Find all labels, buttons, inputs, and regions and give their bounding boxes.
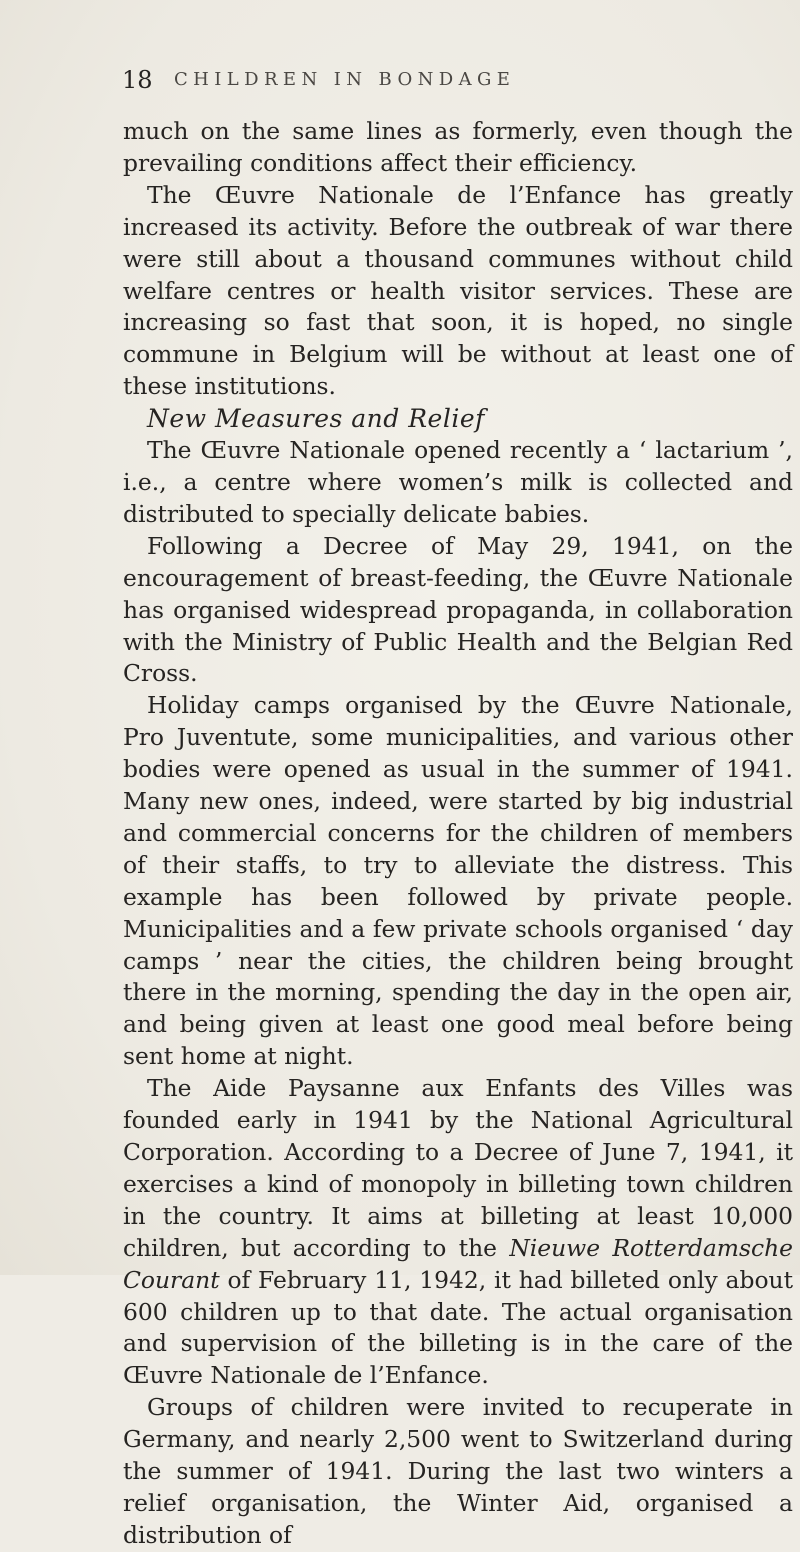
aide-text-after: of February 11, 1942, it had billeted only about 600 children up to that date. The actual organisation and supervision of the billeting is in the care of the Œuvre Nationale de l’Enfance. bbox=[123, 1265, 793, 1390]
paragraph-groups-of-children: Groups of children were invited to recuperate in Germany, and nearly 2,500 went to Switzerland during the summer of 1941. During the last two winters a relief organisation, the Winter Aid, organised a distribution of bbox=[123, 1393, 793, 1549]
newspaper-title: Nieuwe Rotterdamsche Courant bbox=[123, 1233, 793, 1294]
paragraph-breast-feeding: Following a Decree of May 29, 1941, on the encouragement of breast-feeding, the Œuvre Nationale has organised widespread propaganda, in collaboration with the Ministry of Public Health and the Belgian Red Cross. bbox=[123, 531, 793, 688]
paragraph-oeuvre-activity: The Œuvre Nationale de l’Enfance has greatly increased its activity. Before the outbreak of war there were still about a thousand communes without child welfare centres or health visitor services. These are increasing so fast that soon, it is hoped, no single commune in Belgium will be without at least one of these institutions. bbox=[123, 180, 793, 401]
section-subheading: New Measures and Relief bbox=[147, 404, 485, 434]
paragraph-aide-paysanne bbox=[123, 1073, 793, 1392]
running-head bbox=[122, 66, 792, 96]
paragraph-lactarium: The Œuvre Nationale opened recently a ‘ lactarium ’, i.e., a centre where women’s milk is collected and distributed to specially delicate babies. bbox=[123, 436, 793, 528]
paragraph-continuation: much on the same lines as formerly, even though the prevailing conditions affect their efficiency. bbox=[123, 117, 793, 177]
body-text bbox=[123, 116, 793, 1552]
aide-text-before: The Aide Paysanne aux Enfants des Villes was founded early in 1941 by the National Agricultural Corporation. According to a Decree of June 7, 1941, it exercises a kind of monopoly in billeting town children in the country. It aims at billeting at least 10,000 children, but according to the bbox=[123, 1074, 793, 1262]
running-title: CHILDREN IN BONDAGE bbox=[174, 69, 516, 90]
page-number: 18 bbox=[122, 66, 153, 94]
paragraph-holiday-camps: Holiday camps organised by the Œuvre Nationale, Pro Juventute, some municipalities, and various other bodies were opened as usual in the summer of 1941. Many new ones, indeed, were started by big industrial and commercial concerns for the children of members of their staffs, to try to alleviate the distress. This example has been followed by private people. Municipalities and a few private schools organised ‘ day camps ’ near the cities, the children being brought there in the morning, spending the day in the open air, and being given at least one good meal before being sent home at night. bbox=[123, 691, 793, 1071]
